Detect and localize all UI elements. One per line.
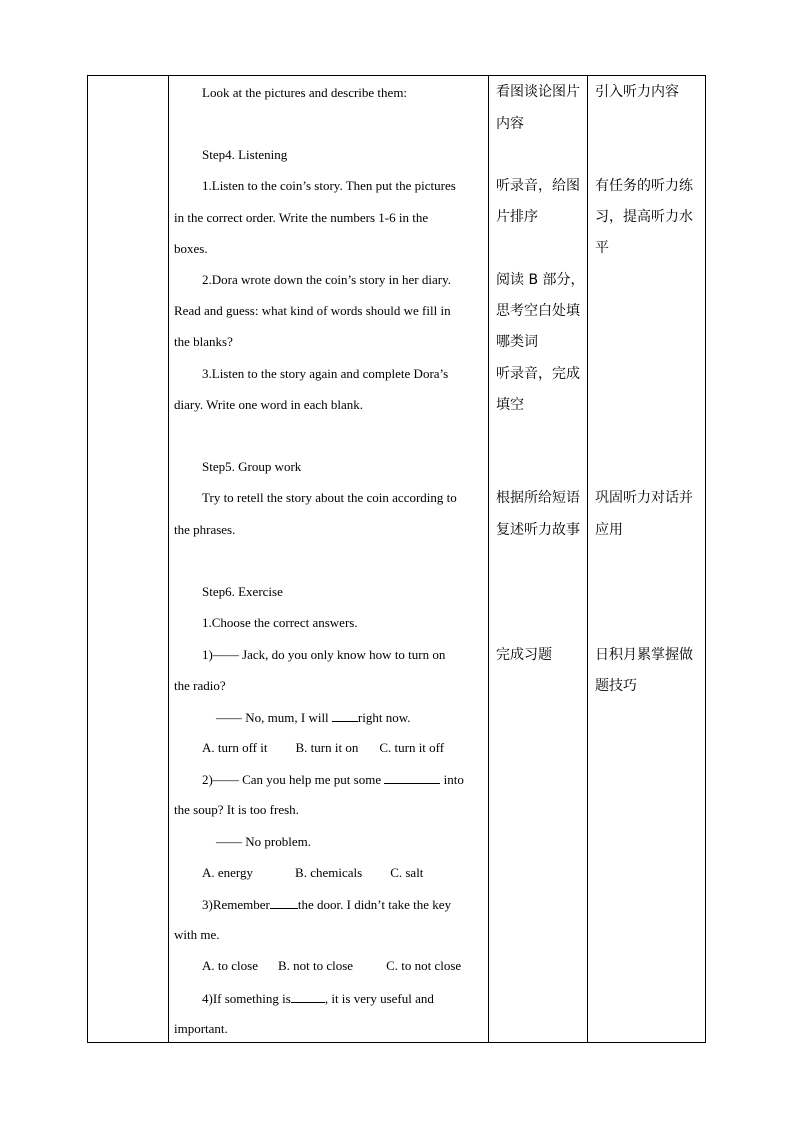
option-b: B. turn it on <box>295 740 359 755</box>
reply-text: —— No, mum, I will <box>216 710 332 725</box>
question-3-line <box>202 896 451 913</box>
question-2-line <box>202 771 464 788</box>
purpose-consolidate-line: 巩固听力对话并 <box>595 490 693 506</box>
step6-heading: Step6. Exercise <box>202 584 283 599</box>
step4-item2-line: the blanks? <box>174 334 233 349</box>
purpose-intro-line: 引入听力内容 <box>595 84 679 100</box>
lesson-plan-table <box>87 75 706 1043</box>
step4-heading: Step4. Listening <box>202 147 288 162</box>
question-text: the door. I didn’t take the key <box>297 897 452 912</box>
student-read-line: 哪类词 <box>496 334 538 350</box>
student-listen2-line: 听录音，完成 <box>496 366 580 382</box>
option-c: C. turn it off <box>379 740 445 755</box>
option-b: B. chemicals <box>295 865 363 880</box>
question-4-line: important. <box>174 1021 228 1036</box>
student-listen2-line: 填空 <box>496 397 524 413</box>
step5-text-line: Try to retell the story about the coin according to <box>202 490 457 505</box>
step5-text-line: the phrases. <box>174 522 236 537</box>
option-c: C. to not close <box>386 958 462 973</box>
step4-item2-line: 2.Dora wrote down the coin’s story in her diary. <box>202 272 451 287</box>
question-text: 4)If something is <box>202 991 291 1006</box>
look-intro-text: Look at the pictures and describe them: <box>202 85 408 100</box>
step4-item3-line: 3.Listen to the story again and complete Dora’s <box>202 366 449 381</box>
step5-heading: Step5. Group work <box>202 459 302 474</box>
step4-item3-line: diary. Write one word in each blank. <box>174 397 363 412</box>
question-4-line <box>202 990 434 1007</box>
question-3-options <box>202 958 461 974</box>
student-look-line: 内容 <box>496 116 524 132</box>
answer-blank <box>270 896 298 909</box>
question-text: , it is very useful and <box>324 991 434 1006</box>
student-activity-cell <box>489 76 587 1042</box>
question-3-line: with me. <box>174 927 220 942</box>
question-2-reply: —— No problem. <box>216 834 311 849</box>
question-1-reply <box>216 709 411 726</box>
purpose-accumulate-line: 题技巧 <box>595 678 637 694</box>
student-retell-line: 根据所给短语 <box>496 490 580 506</box>
step6-intro: 1.Choose the correct answers. <box>202 615 358 630</box>
student-read-line: 阅读 B 部分， <box>496 272 585 288</box>
question-2-line: the soup? It is too fresh. <box>174 802 299 817</box>
purpose-cell <box>588 76 705 1042</box>
student-listen-line: 听录音，给图 <box>496 178 580 194</box>
step4-item1-line: boxes. <box>174 241 208 256</box>
step4-item1-line: in the correct order. Write the numbers 1-6 in the <box>174 210 429 225</box>
question-1-options <box>202 740 444 756</box>
question-text: 2)—— Can you help me put some <box>202 772 385 787</box>
purpose-accumulate-line: 日积月累掌握做 <box>595 647 693 663</box>
student-look-line: 看图谈论图片 <box>496 84 580 100</box>
answer-blank <box>384 771 440 784</box>
option-a: A. energy <box>202 865 254 880</box>
question-2-options <box>202 865 423 881</box>
reply-text: right now. <box>357 710 411 725</box>
student-retell-line: 复述听力故事 <box>496 522 580 538</box>
step4-item1-line: 1.Listen to the coin’s story. Then put the pictures <box>202 178 456 193</box>
purpose-task-line: 有任务的听力练 <box>595 178 693 194</box>
student-exercise-line: 完成习题 <box>496 647 552 663</box>
option-c: C. salt <box>390 865 424 880</box>
option-a: A. to close <box>202 958 258 973</box>
student-listen-line: 片排序 <box>496 209 538 225</box>
question-1-line: the radio? <box>174 678 226 693</box>
activities-cell <box>169 76 488 1042</box>
purpose-task-line: 平 <box>595 240 609 256</box>
question-text: into <box>440 772 464 787</box>
purpose-task-line: 习，提高听力水 <box>595 209 693 225</box>
answer-blank <box>332 709 358 722</box>
answer-blank <box>291 990 325 1003</box>
purpose-consolidate-line: 应用 <box>595 522 623 538</box>
student-read-line: 思考空白处填 <box>496 303 580 319</box>
option-b: B. not to close <box>277 958 354 973</box>
stage-cell <box>88 76 168 1042</box>
question-text: 3)Remember <box>202 897 270 912</box>
question-1-line: 1)—— Jack, do you only know how to turn on <box>202 647 446 662</box>
step4-item2-line: Read and guess: what kind of words should we fill in <box>174 303 451 318</box>
option-a: A. turn off it <box>202 740 268 755</box>
